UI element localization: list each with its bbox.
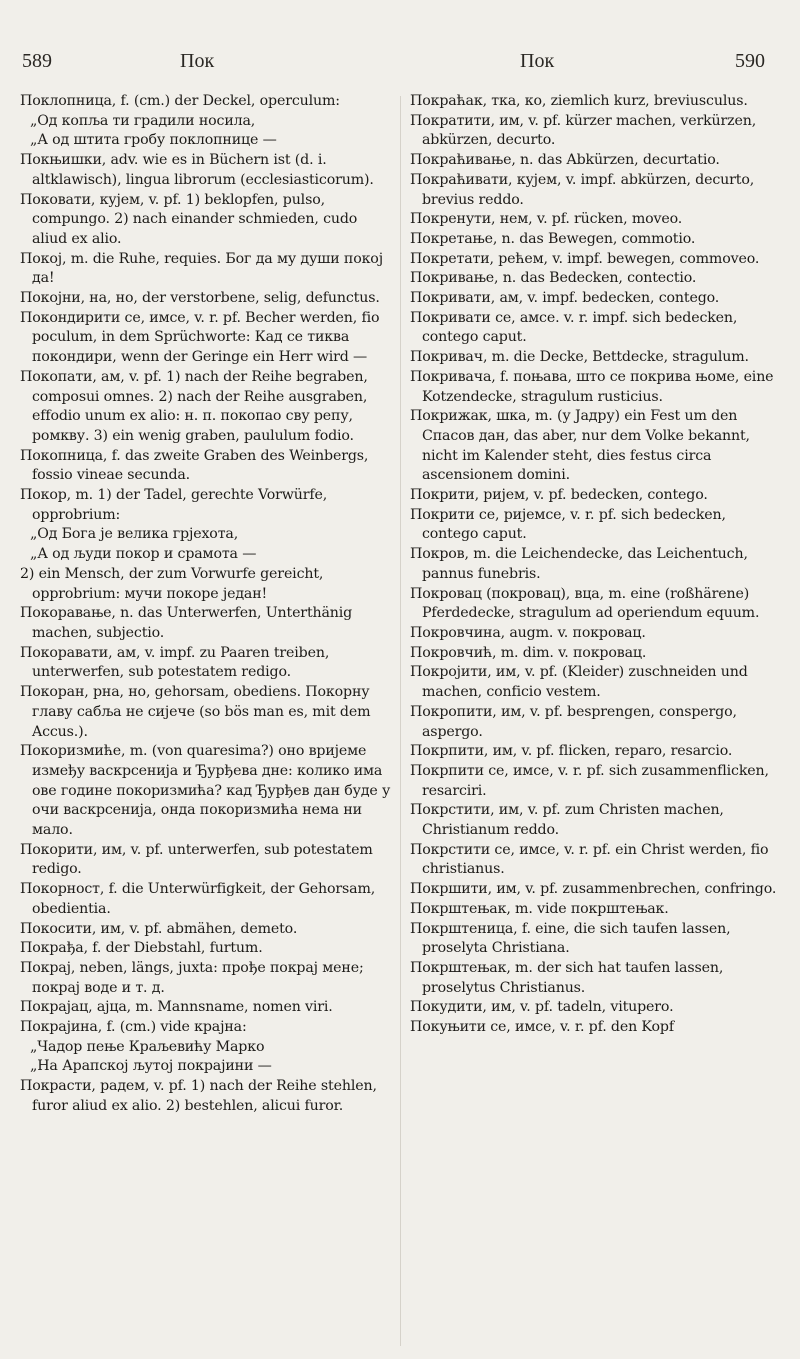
entry: Покрижак, шка, m. (у Јадру) ein Fest um den Спасов дан, das aber, nur dem Volke bekannt, nicht im Kalender steht, dies festus circa ascensionem domini. (410, 408, 750, 484)
right-running-head: Пок (520, 50, 555, 72)
entry: Покраћивање, n. das Abkürzen, decurtatio. (410, 152, 720, 169)
entry: Покровчић, m. dim. v. покровац. (410, 644, 647, 661)
left-column (20, 92, 396, 1354)
entry: Покопати, ам, v. pf. 1) nach der Reihe begraben, composui omnes. 2) nach der Reihe ausgraben, effodio unum ex alio: н. п. покопао сву репу, ромкву. 3) ein wenig graben, paululum fodio. (20, 368, 368, 444)
entry: Покорити, им, v. pf. unterwerfen, sub potestatem redigo. (20, 841, 373, 878)
left-page-number: 589 (22, 50, 52, 72)
entry: Покрштењак, m. vide покрштењак. (410, 900, 669, 917)
quote-line: „Чадор пење Краљевићу Марко (30, 1038, 265, 1055)
entry: Покршити, им, v. pf. zusammenbrechen, confringo. (410, 881, 777, 898)
entry: Покрштеница, f. eine, die sich taufen lassen, proselyta Christiana. (410, 920, 731, 957)
right-page-number: 590 (735, 50, 765, 72)
entry: Покосити, им, v. pf. abmähen, demeto. (20, 920, 298, 937)
quote-line: „А од штита гробу поклопнице — (30, 132, 277, 149)
entry: Покорност, f. die Unterwürfigkeit, der Gehorsam, obedientia. (20, 881, 376, 917)
entry: Покрај, neben, längs, juxta: прође покрај мене; покрај воде и т. д. (20, 959, 364, 996)
entry: Поковати, кујем, v. pf. 1) beklopfen, pulso, compungo. 2) nach einander schmieden, cudo aliud ex alio. (20, 191, 358, 247)
entry: Покоризмиће, m. (von quaresima?) оно вријеме између васкрсенија и Ђурђева дне: колико има ове године покоризмића? кад Ђурђев дан буде у очи васкрсенија, онда покоризмића нема ни мало. (20, 743, 391, 839)
entry: Покондирити се, имсе, v. r. pf. Becher werden, fio poculum, in dem Sprüchworte: Кад се тиква покондири, wenn der Geringe ein Herr wird — (20, 309, 380, 366)
entry: Покојни, на, но, der verstorbene, selig, defunctus. (20, 290, 380, 307)
page-header (0, 0, 800, 86)
entry: Покрштењак, m. der sich hat taufen lassen, proselytus Christianus. (410, 959, 724, 996)
entry: Покровац (покровац), вца, m. eine (roßhärene) Pferdedecke, stragulum ad operiendum equum. (410, 585, 760, 622)
entry: Покрајац, ајца, m. Mannsname, nomen viri. (20, 999, 333, 1016)
entry-continuation: 2) ein Mensch, der zum Vorwurfe gereicht, opprobrium: мучи покоре један! (20, 565, 324, 602)
entry: Покрађа, f. der Diebstahl, furtum. (20, 940, 263, 957)
entry: Покњишки, adv. wie es in Büchern ist (d. i. altklawisch), lingua librorum (ecclesiasticorum). (20, 152, 374, 188)
entry: Покровчина, augm. v. покровац. (410, 624, 646, 641)
entry: Покретати, рећем, v. impf. bewegen, commoveo. (410, 250, 760, 267)
entry: Покоран, рна, но, gehorsam, obediens. Покорну главу сабља не сијече (so bös man es, mit dem Accus.). (20, 684, 371, 740)
entry: Покрити се, ријемсе, v. r. pf. sich bedecken, contego caput. (410, 506, 726, 543)
entry: Покривач, m. die Decke, Bettdecke, stragulum. (410, 349, 749, 366)
quote-line: „Од копља ти градили носила, (30, 112, 256, 129)
entry: Покопница, f. das zweite Graben des Weinbergs, fossio vineae secunda. (20, 447, 369, 484)
quote-line: „А од људи покор и срамота — (30, 546, 257, 563)
entry: Покривати се, амсе. v. r. impf. sich bedecken, contego caput. (410, 309, 738, 346)
quote-line: „Од Бога је велика грјехота, (30, 526, 239, 543)
entry: Покренути, нем, v. pf. rücken, moveo. (410, 211, 683, 228)
entry: Покрстити, им, v. pf. zum Christen machen, Christianum reddo. (410, 802, 724, 839)
entry: Покрпити, им, v. pf. flicken, reparo, resarcio. (410, 743, 733, 760)
entry: Покој, m. die Ruhe, requies. Бог да му души покој да! (20, 250, 383, 287)
entry: Покраћивати, кујем, v. impf. abkürzen, decurto, brevius reddo. (410, 171, 755, 208)
entry: Покоравање, n. das Unterwerfen, Unterthänig machen, subjectio. (20, 605, 353, 641)
entry: Поклопница, f. (cm.) der Deckel, operculum: (20, 93, 340, 109)
entry: Покуњити се, имсе, v. r. pf. den Kopf (410, 1019, 674, 1036)
column-divider (400, 96, 401, 1346)
entry: Покрстити се, имсе, v. r. pf. ein Christ werden, fio christianus. (410, 841, 769, 878)
entry: Пократити, им, v. pf. kürzer machen, verkürzen, abkürzen, decurto. (410, 112, 757, 149)
entry: Покривање, n. das Bedecken, contectio. (410, 270, 697, 287)
entry: Покрајина, f. (cm.) vide крајна: (20, 1019, 247, 1036)
entry: Покропити, им, v. pf. besprengen, conspergo, aspergo. (410, 703, 737, 740)
entry: Покретање, n. das Bewegen, commotio. (410, 230, 696, 247)
entry: Покривача, f. поњава, што се покрива њоме, eine Kotzendecke, stragulum rusticius. (410, 368, 774, 405)
entry: Покор, m. 1) der Tadel, gerechte Vorwürfe, opprobrium: (20, 487, 328, 523)
entry: Покривати, ам, v. impf. bedecken, contego. (410, 290, 720, 307)
quote-line: „На Арапској љутој покрајини — (30, 1058, 272, 1075)
entry: Покудити, им, v. pf. tadeln, vitupero. (410, 999, 674, 1016)
entry: Покрпити се, имсе, v. r. pf. sich zusammenflicken, resarciri. (410, 762, 769, 799)
entry: Покрити, ријем, v. pf. bedecken, contego. (410, 487, 708, 504)
entry: Покројити, им, v. pf. (Kleider) zuschneiden und machen, conficio vestem. (410, 664, 748, 701)
left-running-head: Пок (180, 50, 215, 72)
right-column (410, 92, 786, 1354)
entry: Покрасти, радем, v. pf. 1) nach der Reihe stehlen, furor aliud ex alio. 2) bestehlen, alicui furor. (20, 1078, 377, 1114)
entry: Покров, m. die Leichendecke, das Leichentuch, pannus funebris. (410, 546, 748, 582)
entry: Покоравати, ам, v. impf. zu Paaren treiben, unterwerfen, sub potestatem redigo. (20, 644, 330, 681)
entry: Покраћак, тка, ко, ziemlich kurz, breviusculus. (410, 93, 748, 109)
